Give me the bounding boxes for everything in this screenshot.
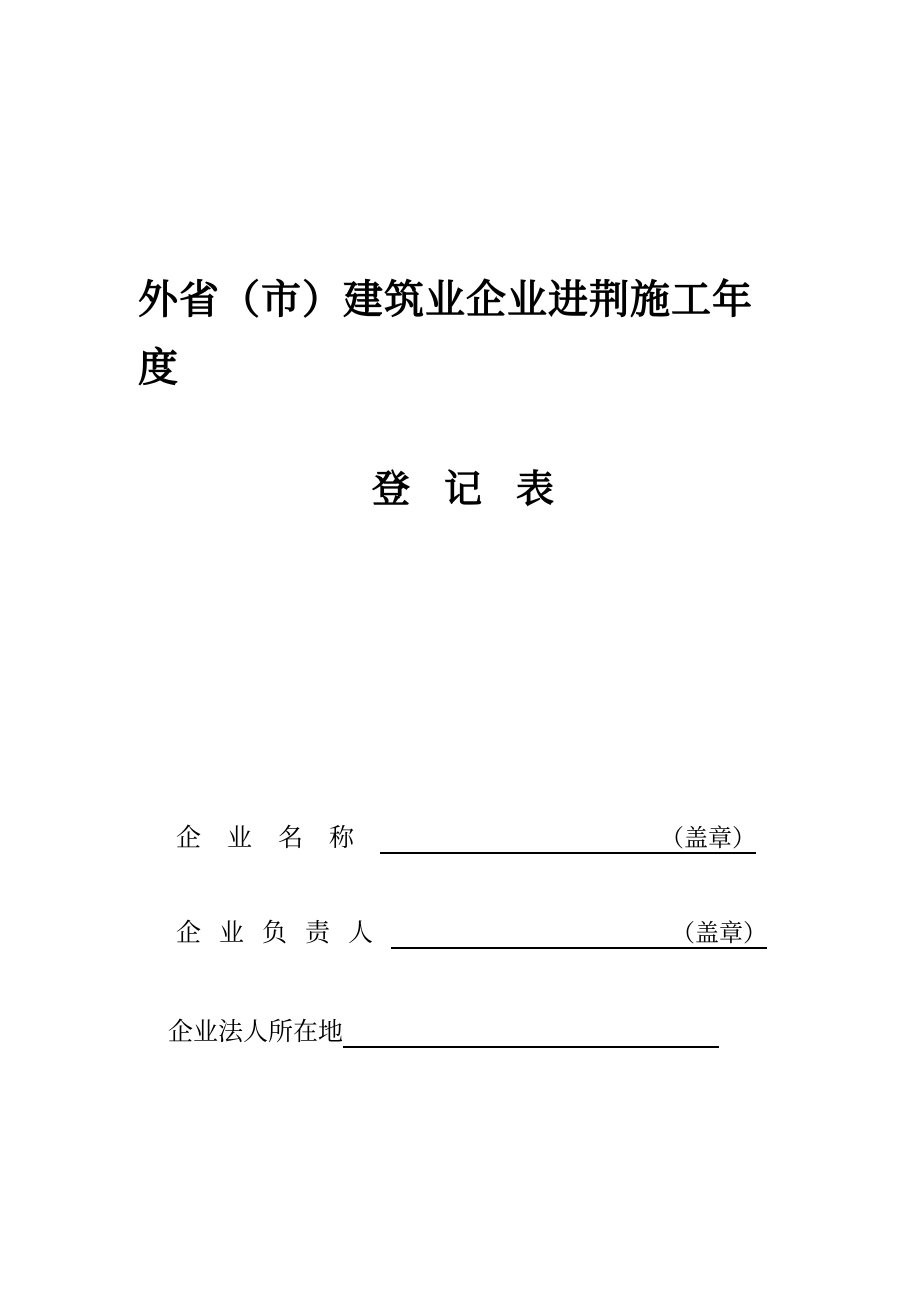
company-location-field <box>168 1012 719 1048</box>
company-name-field <box>176 818 756 854</box>
company-location-label: 企业法人所在地 <box>168 1017 344 1046</box>
document-title: 外省（市）建筑业企业进荆施工年度 <box>138 277 753 391</box>
company-name-label: 企业名称 <box>176 823 381 852</box>
company-head-seal-note: （盖章） <box>671 919 768 947</box>
company-location-input-line[interactable] <box>343 1018 719 1048</box>
company-head-label: 企业负责人 <box>176 918 392 947</box>
document-subtitle: 登记表 <box>371 467 588 511</box>
company-name-seal-note: （盖章） <box>660 824 757 852</box>
company-head-field <box>176 913 767 949</box>
company-name-input-line[interactable] <box>380 824 756 854</box>
company-head-input-line[interactable] <box>391 919 767 949</box>
